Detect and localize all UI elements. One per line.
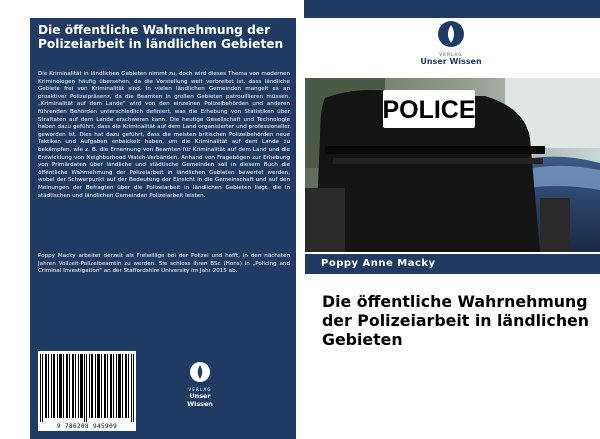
author-bio: Poppy Macky arbeitet derzeit als Freiwillige bei der Polizei und hofft, in den nächsten Jahren Vollzeit-Polizeibeamtin zu werden. Sie schloss ihren BSc (Hons) in „Policing and Criminal Investigation" an der Staffordshire University im Jahr 2015 ab. xyxy=(38,253,290,275)
barcode xyxy=(38,351,136,431)
cover-photo xyxy=(305,78,600,252)
author-name: Poppy Anne Macky xyxy=(321,258,436,269)
front-publisher-name: Unser Wissen xyxy=(420,57,482,66)
front-top-band xyxy=(304,0,600,18)
back-cover xyxy=(30,18,296,439)
front-publisher-logo xyxy=(418,20,484,66)
back-publisher-logo xyxy=(178,361,222,408)
back-cover-title: Die öffentliche Wahrnehmung der Polizeiarbeit in ländlichen Gebieten xyxy=(38,23,284,51)
front-publisher-verlag: VERLAG xyxy=(439,52,463,57)
isbn-number: 9 786208 945909 xyxy=(56,423,118,430)
spine xyxy=(296,18,304,439)
publisher-emblem-icon xyxy=(437,20,465,48)
barcode-bars xyxy=(40,354,134,422)
publisher-emblem-icon xyxy=(189,361,211,383)
police-vest-text: POLICE xyxy=(382,96,476,124)
author-band xyxy=(305,254,600,274)
back-publisher-name: Unser Wissen xyxy=(187,392,213,408)
book-title: Die öffentliche Wahrnehmung der Polizeiarbeit in ländlichen Gebieten xyxy=(322,292,590,349)
police-officer-photo xyxy=(305,78,600,252)
back-publisher-verlag: VERLAG xyxy=(188,387,212,392)
back-cover-description: Die Kriminalität in ländlichen Gebieten nimmt zu, doch wird dieses Thema von modernen Kriminologen häufig übersehen, da die Vorstellung weit verbreitet ist, dass ländliche Gebiete frei von Kriminalität sind. In vielen ländlichen Gemeinden mangelt es an proaktiver Polizeipräsenz, da die Beamten in großen Gebieten patrouillieren müssen. „Kriminalität auf dem Lande" wird von den einzelnen Polizeibehörden und anderen führenden Behörden unterschiedlich definiert, was die Erhebung von Statistiken über Straftaten auf dem Lande erschweren kann. Die heutige Gesellschaft und Technologie haben dazu geführt, dass die Kriminalität auf dem Land organisierter und professioneller geworden ist. Dies hat dazu geführt, dass die meisten britischen Polizeibehörden neue Taktiken und Aufgaben entwickelt haben, um die Kriminalität auf dem Lande zu bekämpfen, wie z. B. die Ernennung von Beamten für Kriminalität auf dem Land und die Entwicklung von Neighborhood Watch-Verbänden. Anhand von Fragebögen zur Erhebung von Primärdaten über ländliche und städtische Gemeinden soll in diesem Buch die öffentliche Wahrnehmung der Polizeiarbeit in ländlichen Gebieten bewertet werden, wobei der Schwerpunkt auf der Bedeutung der Einsicht in die Gemeinschaft und auf den Meinungen der Befragten über die Polizeiarbeit in ländlichen Gebieten liegt, die in städtischen und ländlichen Gemeinden Polizeiarbeit leisten. xyxy=(38,71,290,199)
